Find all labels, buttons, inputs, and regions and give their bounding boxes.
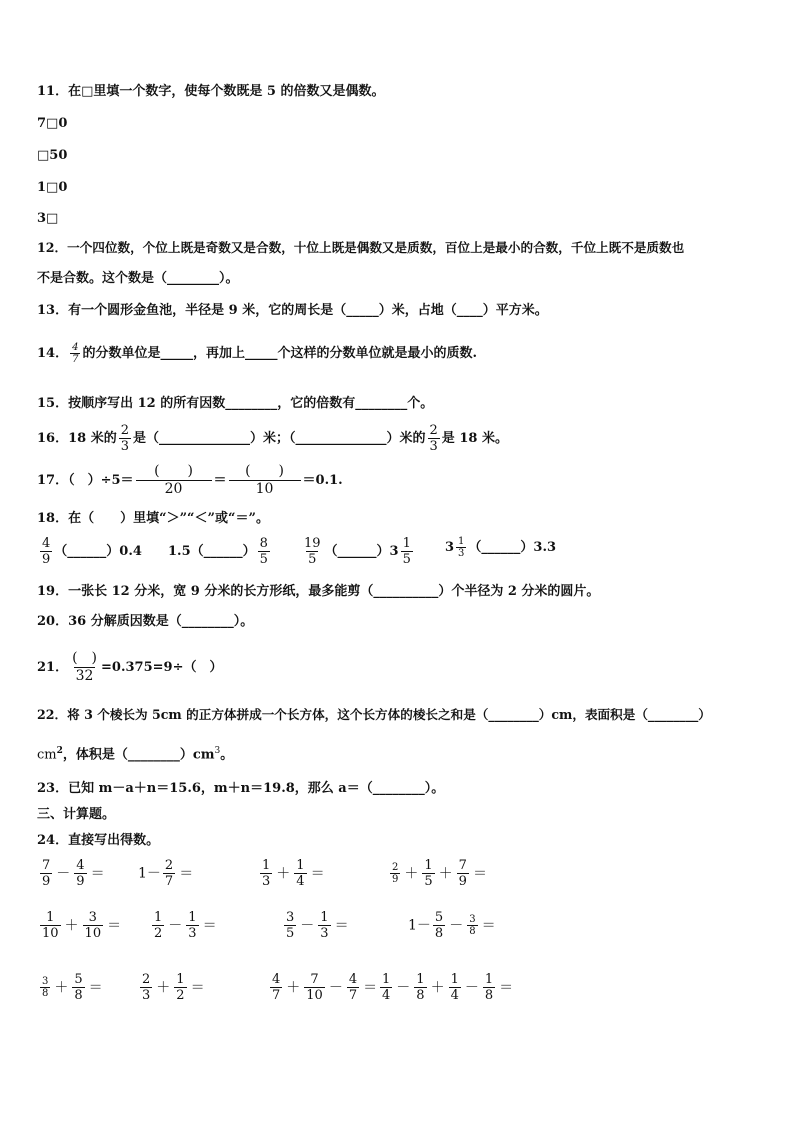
calc-item: $\frac{1}{10}$ ＋ $\frac{3}{10}$ ＝ [42,910,122,941]
q18-item-4: 3 $\frac{1}{3}$ （______）3.3 [445,536,557,559]
calc-item: $\frac{3}{5}$ － $\frac{1}{3}$ ＝ [286,910,349,941]
question-14: 14． $\frac{4}{7}$ 的分数单位是_____，再加上_____个这样的分数单位就是最小的质数. [37,342,477,365]
fraction: $\frac{4}{9}$ [42,536,51,567]
question-15: 15．按顺序写出 12 的所有因数________，它的倍数有________个。 [37,396,434,411]
q11-item-3: 1□0 [37,180,68,195]
question-16: 16．18 米的 $\frac{2}{3}$ 是（______________）米；（______________）米的 $\frac{2}{3}$ 是 18 米。 [37,423,508,454]
fraction: $\frac{19}{5}$ [304,536,321,567]
calc-item: $\frac{4}{7}$ ＋ $\frac{7}{10}$ － $\frac{4}{7}$ ＝ [272,972,378,1003]
question-12-line-1: 12．一个四位数，个位上既是奇数又是合数，十位上既是偶数又是质数，百位上是最小的合数，千位上既不是质数也 [37,240,685,255]
calc-item: 1－ $\frac{2}{7}$ ＝ [138,858,194,889]
question-20: 20．36 分解质因数是（________）。 [37,614,254,629]
fraction: $\frac{( )}{20}$ [136,463,212,498]
calc-item: $\frac{1}{2}$ － $\frac{1}{3}$ ＝ [154,910,217,941]
calc-item: $\frac{1}{4}$ － $\frac{1}{8}$ ＋ $\frac{1}{4}$ － $\frac{1}{8}$ ＝ [382,972,514,1003]
question-22-line-1: 22．将 3 个棱长为 5cm 的正方体拼成一个长方体，这个长方体的棱长之和是（________）cm，表面积是（________） [37,707,711,722]
q18-item-2: 1.5（______） $\frac{8}{5}$ [168,536,268,567]
calc-item: $\frac{2}{3}$ ＋ $\frac{1}{2}$ ＝ [142,972,205,1003]
fraction: $\frac{( )}{10}$ [229,463,301,498]
calc-item: 1－ $\frac{5}{8}$ － $\frac{3}{8}$ ＝ [408,910,496,941]
question-12-line-2: 不是合数。这个数是（________）。 [37,271,239,286]
fraction: $\frac{8}{5}$ [259,536,268,567]
fraction: $\frac{( )}{32}$ [72,650,98,684]
calc-item: $\frac{7}{9}$ － $\frac{4}{9}$ ＝ [42,858,105,889]
q11-item-1: 7□0 [37,116,68,131]
fraction: $\frac{2}{3}$ [429,423,438,454]
question-13: 13．有一个圆形金鱼池，半径是 9 米，它的周长是（_____）米，占地（____）平方米。 [37,303,548,318]
fraction: $\frac{1}{5}$ [402,536,411,567]
fraction: $\frac{1}{3}$ [458,536,465,559]
calc-item: $\frac{3}{8}$ ＋ $\frac{5}{8}$ ＝ [42,972,103,1003]
q11-item-2: □50 [37,148,68,163]
question-11: 11．在□里填一个数字，使每个数既是 5 的倍数又是偶数。 [37,84,385,99]
q18-item-1: $\frac{4}{9}$ （______）0.4 [42,536,142,567]
question-18-title: 18．在（ ）里填“＞”“＜”或“＝”。 [37,511,269,526]
section-heading: 三、计算题。 [37,807,116,822]
calc-item: $\frac{2}{9}$ ＋ $\frac{1}{5}$ ＋ $\frac{7}{9}$ ＝ [392,858,487,889]
calc-item: $\frac{1}{3}$ ＋ $\frac{1}{4}$ ＝ [262,858,325,889]
q11-item-4: 3□ [37,211,59,226]
question-22-line-2: $cm^2$，体积是$(\_\_\_\_\_\_\_\_)cm^3$。 [37,746,234,763]
fraction: $\frac{4}{7}$ [72,342,79,365]
question-23: 23．已知 m－a＋n＝15.6，m＋n＝19.8，那么 a＝（________）。 [37,781,445,796]
q18-item-3: $\frac{19}{5}$ （______）3 $\frac{1}{5}$ [304,536,411,567]
question-21: 21． $\frac{( )}{32}$ =0.375=9÷（ ） [37,650,223,684]
fraction: $\frac{2}{3}$ [120,423,129,454]
question-24-title: 24．直接写出得数。 [37,833,160,848]
question-19: 19．一张长 12 分米，宽 9 分米的长方形纸，最多能剪（__________）个半径为 2 分米的圆片。 [37,584,600,599]
question-17: 17．（ ）÷5＝ $\frac{( )}{20}$ ＝ $\frac{( )}{10}$ ＝0.1. [37,463,343,497]
